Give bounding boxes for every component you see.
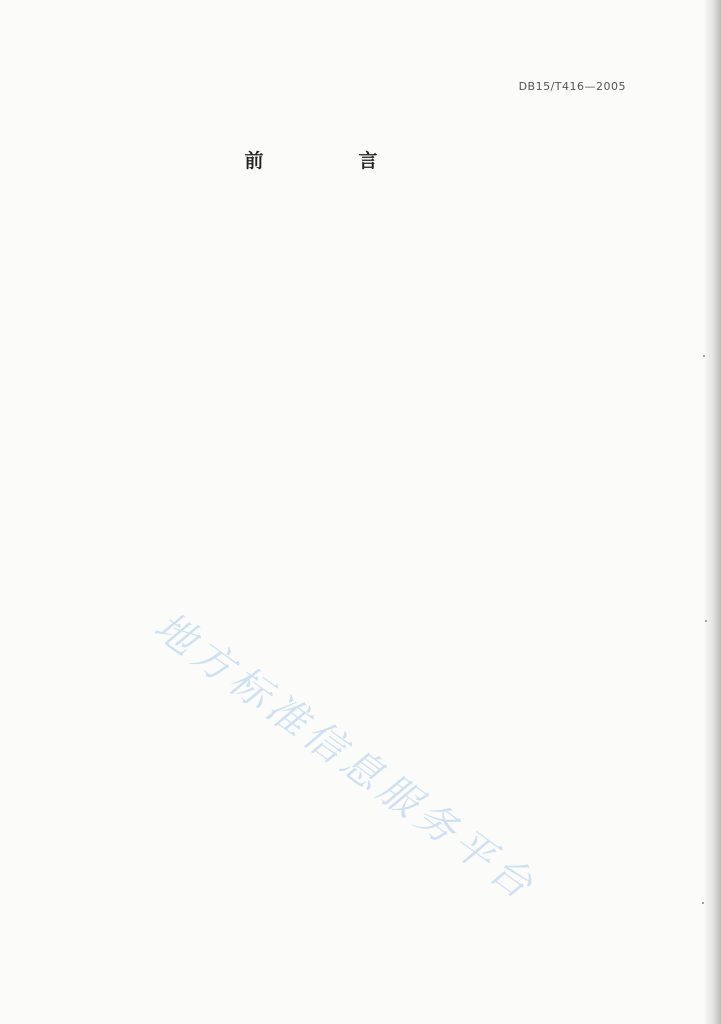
- page-title: 前 言: [244, 150, 416, 172]
- scan-speck: [702, 902, 704, 904]
- scan-speck: [703, 355, 705, 357]
- scan-speck: [705, 620, 707, 622]
- document-number: DB15/T416—2005: [518, 80, 626, 93]
- watermark: 地方标准信息服务平台: [145, 603, 545, 911]
- scan-page-edge: [703, 0, 721, 1024]
